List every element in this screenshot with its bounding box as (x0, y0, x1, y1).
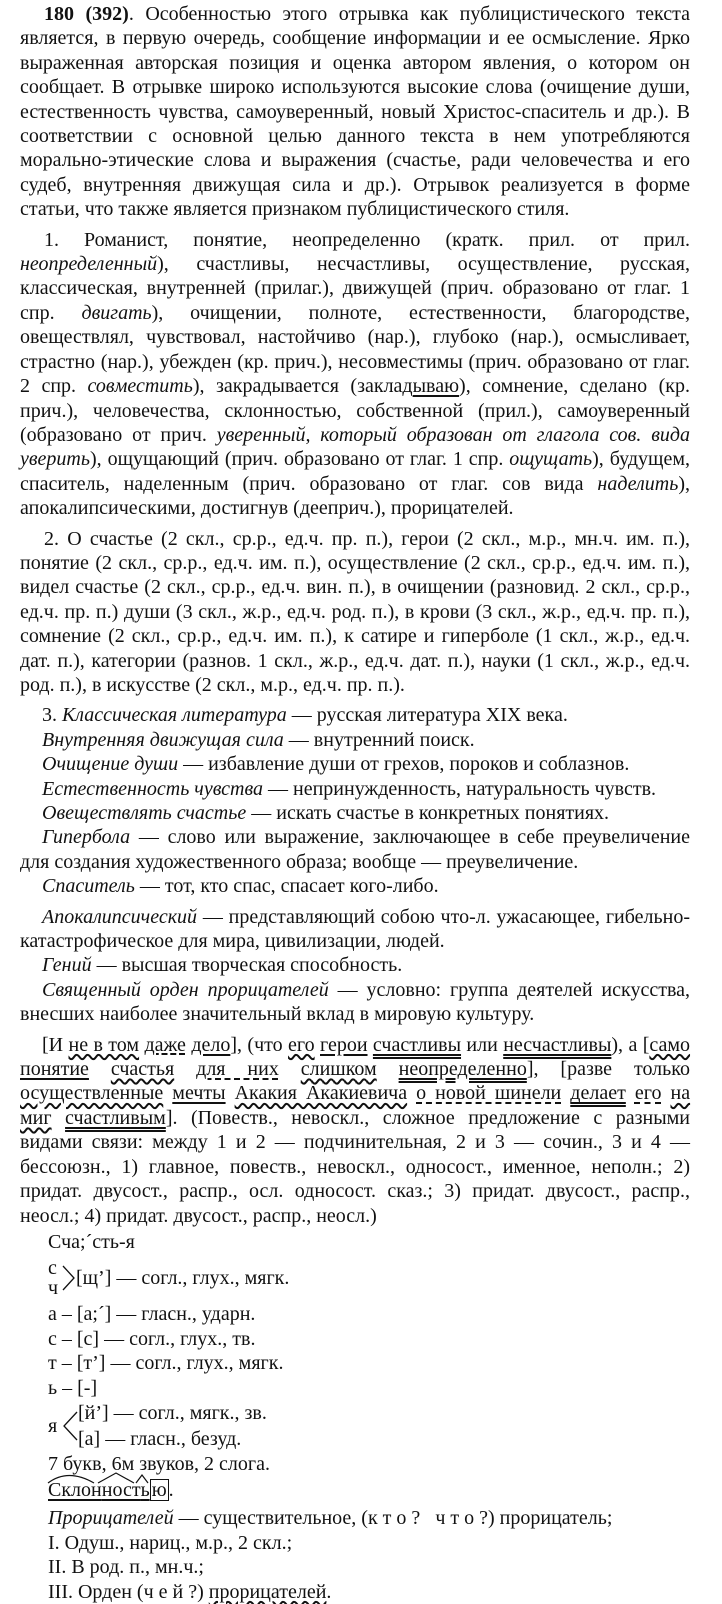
syntax-text (89, 1058, 111, 1080)
letter-s: с (48, 1257, 57, 1280)
syntax-text (226, 1082, 235, 1104)
definition-item (20, 703, 690, 727)
syntax-text (626, 1082, 635, 1104)
syntax-text (163, 1082, 172, 1104)
exercise-number: 180 (392) (44, 3, 129, 25)
morph-text: III. Орден ( (48, 1580, 144, 1603)
syntax-text (561, 1082, 570, 1104)
definition-term: Естественность чувства (42, 777, 263, 800)
task1-text: ), счастливы, несчастливы, осуществление, русская, классическая, внутренней (прилаг.), движущей (прич. образовано от глаг. 1 спр. (20, 253, 690, 324)
syntax-text: или (461, 1033, 504, 1056)
morph-question: к т о ? (367, 1507, 421, 1530)
morph-line: II. В род. п., мн.ч.; (48, 1556, 204, 1579)
syntax-text: ], [разве только (526, 1058, 690, 1081)
definition-text: — слово или выражение, заключающее в себе преувеличение для создания художественного образа; вообще — преувеличение. (20, 826, 690, 873)
syntax-predicate: счастливы (372, 1033, 462, 1056)
syntax-attribute: Акакия Акакиевича (234, 1082, 408, 1105)
morpheme-marks-icon (46, 1470, 166, 1484)
definition-text: — внутренний поиск. (283, 728, 475, 751)
syntax-subject: герои (320, 1033, 368, 1056)
cluster-sound: [щ’] — согл., глух., мягк. (76, 1267, 290, 1290)
morph-text: . (326, 1580, 332, 1603)
morpheme-suffix: ност (101, 1479, 141, 1502)
phonetic-word: Сча;´сть-я (48, 1230, 135, 1253)
syntax-addition: даже (144, 1033, 186, 1056)
morphemic-word (48, 1478, 174, 1502)
syntax-addition: о новой шинели (416, 1082, 562, 1105)
syntax-attribute: само (649, 1033, 691, 1056)
morph-line: I. Одуш., нариц., м.р., 2 скл.; (48, 1531, 293, 1554)
morph-attribute: прорицателей (208, 1580, 327, 1603)
task1-text: ), ощущающий (прич. образовано от глаг. 1 спр. (89, 448, 510, 471)
definition-term: Гений (42, 954, 92, 977)
definition-term: Классическая литература (62, 704, 287, 727)
phonetic-analysis (20, 1230, 690, 1476)
syntax-addition: его (634, 1082, 662, 1105)
definition-item (20, 752, 690, 776)
ya-sound: [а] — гласн., безуд. (78, 1427, 242, 1450)
task3-number: 3. (42, 704, 62, 727)
syntax-addition: для них (196, 1058, 279, 1081)
task1-italic: уверенный, который образован от глагола сов. вида уверить (20, 423, 690, 471)
task1-italic: совместить (87, 375, 193, 398)
syntax-text: [И (42, 1033, 69, 1056)
ya-sound: [й’] — согл., мягк., зв. (78, 1401, 267, 1424)
letter-ya: я (48, 1414, 58, 1437)
task1-text: ), апокалипсическими, достигнув (дееприч.), прорицателей. (20, 472, 690, 520)
definition-item (20, 801, 690, 825)
syntax-text: ), а [ (611, 1033, 650, 1056)
definition-term: Апокалипсический (42, 905, 198, 928)
task1-text: 1. Романист, понятие, неопределенно (кратк. прил. от прил. (44, 228, 690, 251)
phonetic-row: ь – [-] (48, 1376, 98, 1399)
morphemic-analysis (20, 1478, 690, 1506)
phonetic-row: с – [с] — согл., глух., тв. (48, 1327, 256, 1350)
syntax-text (377, 1058, 399, 1080)
phonetic-row: а – [а;´] — гласн., ударн. (48, 1303, 256, 1326)
definition-item (20, 978, 690, 1027)
definition-term: Спаситель (42, 875, 135, 898)
syntax-text (174, 1058, 196, 1080)
syntax-predicate: несчастливы (503, 1033, 612, 1056)
definition-term: Гипербола (42, 826, 131, 849)
task1-text: ), сомнение, сделано (кр. прич.), человечества, склонностью, собственной (прил.), самоуверенный (образовано от прич. (20, 375, 690, 446)
syntax-analysis (20, 1033, 690, 1228)
definition-text: — искать счастье в конкретных понятиях. (246, 802, 610, 824)
morph-question: ч т о ? (435, 1507, 488, 1530)
task1-text: ), очищении, полноте, естественности, благородстве, овеществлял, чувствовал, настойчиво (нар.), глубоко (нар.), осмысливает, страстно (нар.), убежден (кр. прич.), несовместимы (прич. образовано от глаг. 2 спр. (20, 301, 690, 398)
morph-desc: — существительное, ( (173, 1507, 368, 1530)
syntax-text (279, 1058, 301, 1080)
syntax-attribute: осуществленные (20, 1082, 164, 1105)
cluster-letters (48, 1258, 62, 1298)
syntax-circumstance: не в том (68, 1033, 140, 1056)
morph-text: ) (197, 1580, 209, 1603)
syntax-text (52, 1107, 65, 1129)
definition-text: — условно: группа деятелей искусства, внесших наиболее значительный вклад в мировую культуру. (20, 978, 690, 1026)
morphological-analysis (20, 1506, 690, 1604)
syntax-circumstance: на миг (20, 1082, 691, 1129)
syntax-predicate: делает (570, 1082, 626, 1105)
task1-text: ), будущем, спаситель, наделенным (прич. образовано от глаг. сов вида (20, 448, 690, 495)
task1-paragraph (20, 228, 690, 521)
morph-headline (48, 1506, 690, 1530)
phonetic-row: т – [т’] — согл., глух., мягк. (48, 1352, 284, 1375)
morpheme-suffix: ь (140, 1479, 150, 1502)
definition-item (20, 874, 690, 898)
task1-italic: двигать (81, 301, 152, 324)
syntax-subject: мечты (172, 1082, 226, 1105)
morpheme-tail: . (168, 1479, 174, 1502)
definition-text: — непринужденность, натуральность чувств. (263, 777, 657, 800)
syntax-text (407, 1082, 416, 1104)
task1-italic: наделить (597, 472, 679, 495)
task1-text: ), закрадывается (заклад (192, 375, 413, 398)
phonetic-summary: 7 букв, 6м звуков, 2 слога. (48, 1452, 270, 1475)
split-brace-icon (62, 1402, 78, 1450)
syntax-subject: понятие (20, 1058, 89, 1081)
task2-paragraph: 2. О счастье (2 скл., ср.р., ед.ч. пр. п.), герои (2 скл., м.р., мн.ч. им. п.), понятие (2 скл., ср.р., ед.ч. им. п.), осуществление (2 скл., ср.р., ед.ч. им. п.), видел счастье (2 скл., ср.р., ед.ч. вин. п.), в очищении (разновид. 2 скл., ср.р., ед.ч. пр. п.) души (3 скл., ж.р., ед.ч. род. п.), в крови (3 скл., ж.р., ед.ч. пр. п.), сомнение (2 скл., ср.р., ед.ч. им. п.), к сатире и гиперболе (1 скл., ж.р., ед.ч. дат. п.), категории (разнов. 1 скл., ж.р., ед.ч. дат. п.), науки (1 скл., ж.р., ед.ч. род. п.), в искусстве (2 скл., м.р., ед.ч. пр. п.). (20, 527, 690, 696)
merge-brace-icon (62, 1258, 76, 1298)
definition-term: Внутренняя движущая сила (42, 728, 284, 751)
definition-item (20, 825, 690, 874)
definition-term: Овеществлять счастье (42, 802, 247, 824)
ya-sounds (78, 1400, 267, 1452)
definition-text: — тот, кто спас, спасает кого-либо. (134, 875, 439, 898)
intro-text: . Особенностью этого отрывка как публицистического текста является, в первую очередь, сообщение информации и ее осмысление. Ярко выраженная авторская позиция и оценка автором явления, о котором он сообщает. В отрывке широко используются высокие слова (очищение души, естественность чувства, самоуверенный, новый Христос-спаситель и др.). В соответствии с основной целью данного текста в нем употребляются морально-этические слова и выражения (счастье, ради человечества и его судеб, внутренняя движущая сила и др.). Отрывок реализуется в форме статьи, что также является признаком публицистического стиля. (20, 3, 690, 221)
phonetic-cluster-row (20, 1254, 690, 1302)
morph-line (48, 1580, 690, 1604)
definition-term: Священный орден прорицателей (42, 978, 329, 1001)
syntax-text: ], (что (230, 1033, 289, 1056)
definition-text: — представляющий собою что-л. ужасающее, гибельно-катастрофическое для мира, цивилизации, людей. (20, 905, 690, 953)
morph-question: ч е й ? (143, 1580, 198, 1603)
syntax-attribute: его (288, 1033, 315, 1056)
definition-item (20, 777, 690, 801)
task1-suffix-mark: ываю (412, 375, 460, 398)
task1-italic: ощущать (509, 448, 593, 471)
definition-item (20, 953, 690, 977)
letter-ch: ч (48, 1277, 59, 1300)
definition-item (20, 905, 690, 954)
definition-text: — избавление души от грехов, пороков и соблазнов. (178, 753, 630, 776)
definition-item (20, 728, 690, 752)
syntax-predicate: неопределенно (398, 1058, 527, 1081)
phonetic-ya-row (20, 1400, 690, 1452)
syntax-circumstance: слишком (300, 1058, 377, 1081)
intro-paragraph (20, 2, 690, 222)
task1-italic: неопределенный (20, 253, 158, 276)
morph-initial-form: ) прорицатель; (488, 1507, 613, 1530)
morph-word: Прорицателей (48, 1507, 174, 1530)
morph-separator (420, 1507, 435, 1529)
task3-definitions (20, 703, 690, 1026)
definition-text: — русская литература XIX века. (286, 704, 568, 727)
definition-term: Очищение души (42, 753, 179, 776)
syntax-attribute: счастья (110, 1058, 175, 1081)
definition-text: — высшая творческая способность. (91, 954, 403, 977)
morpheme-ending: ю (151, 1479, 167, 1502)
syntax-predicate: счастливым (65, 1106, 166, 1129)
syntax-subject: дело (191, 1033, 231, 1056)
syntax-text: ]. (Повеств., невоскл., сложное предложение с разными видами связи: между 1 и 2 — подчинительная, 2 и 3 — сочин., 3 и 4 — бессоюзн., 1) главное, повеств., невоскл., односост., именное, неполн.; 2) придат. двусост., распр., осл. односост. сказ.; 3) придат. двусост., распр., неосл.; 4) придат. двусост., распр., неосл.) (20, 1106, 690, 1227)
morpheme-root: Склон (48, 1479, 102, 1502)
